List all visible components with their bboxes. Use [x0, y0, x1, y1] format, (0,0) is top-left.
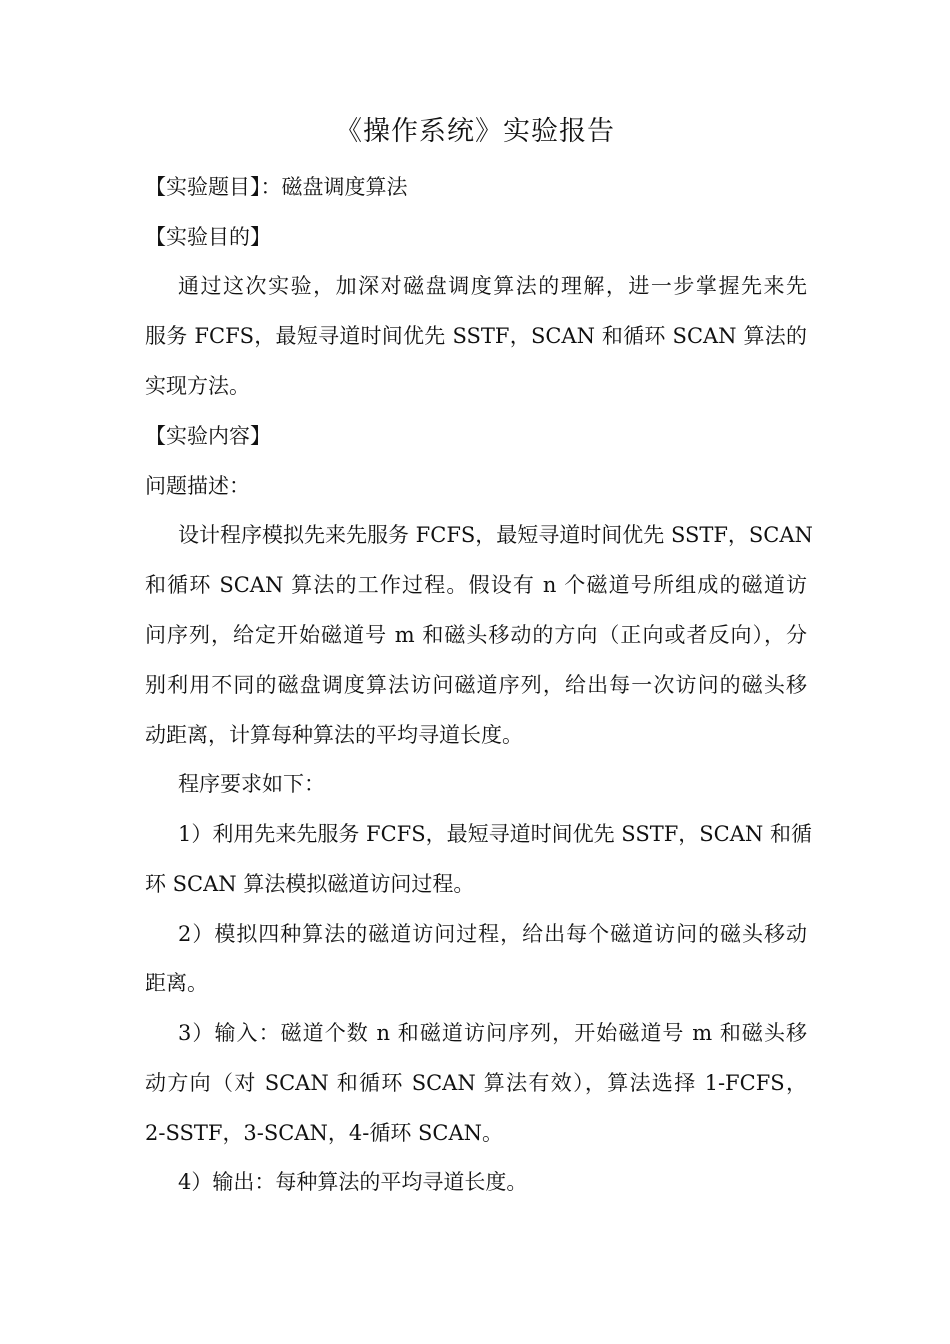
- problem-label: 问题描述：: [145, 474, 250, 498]
- paragraph-line: 问序列，给定开始磁道号 m 和磁头移动的方向（正向或者反向），分: [145, 623, 807, 647]
- requirement-line: 3）输入：磁道个数 n 和磁道访问序列，开始磁道号 m 和磁头移: [178, 1021, 807, 1045]
- requirements-label: 程序要求如下：: [178, 772, 325, 796]
- requirement-line: 动方向（对 SCAN 和循环 SCAN 算法有效），算法选择 1-FCFS，: [145, 1071, 807, 1095]
- requirement-line: 1）利用先来先服务 FCFS，最短寻道时间优先 SSTF，SCAN 和循: [178, 822, 812, 846]
- requirement-line: 环 SCAN 算法模拟磁道访问过程。: [145, 872, 475, 896]
- requirement-line: 4）输出：每种算法的平均寻道长度。: [178, 1170, 528, 1194]
- requirement-line: 2-SSTF，3-SCAN，4-循环 SCAN。: [145, 1121, 504, 1145]
- requirement-line: 2）模拟四种算法的磁道访问过程，给出每个磁道访问的磁头移动: [178, 922, 807, 946]
- paragraph-line: 实现方法。: [145, 374, 250, 398]
- requirement-line: 距离。: [145, 971, 208, 995]
- purpose-heading: 【实验目的】: [145, 225, 271, 249]
- paragraph-line: 设计程序模拟先来先服务 FCFS，最短寻道时间优先 SSTF，SCAN: [178, 523, 813, 547]
- paragraph-line: 别利用不同的磁盘调度算法访问磁道序列，给出每一次访问的磁头移: [145, 673, 807, 697]
- paragraph-line: 服务 FCFS，最短寻道时间优先 SSTF，SCAN 和循环 SCAN 算法的: [145, 324, 807, 348]
- paragraph-line: 通过这次实验，加深对磁盘调度算法的理解，进一步掌握先来先: [178, 274, 807, 298]
- content-heading: 【实验内容】: [145, 424, 271, 448]
- paragraph-line: 和循环 SCAN 算法的工作过程。假设有 n 个磁道号所组成的磁道访: [145, 573, 807, 597]
- topic-line: 【实验题目】：磁盘调度算法: [145, 175, 408, 199]
- document-title: 《操作系统》实验报告: [335, 116, 615, 147]
- paragraph-line: 动距离，计算每种算法的平均寻道长度。: [145, 723, 523, 747]
